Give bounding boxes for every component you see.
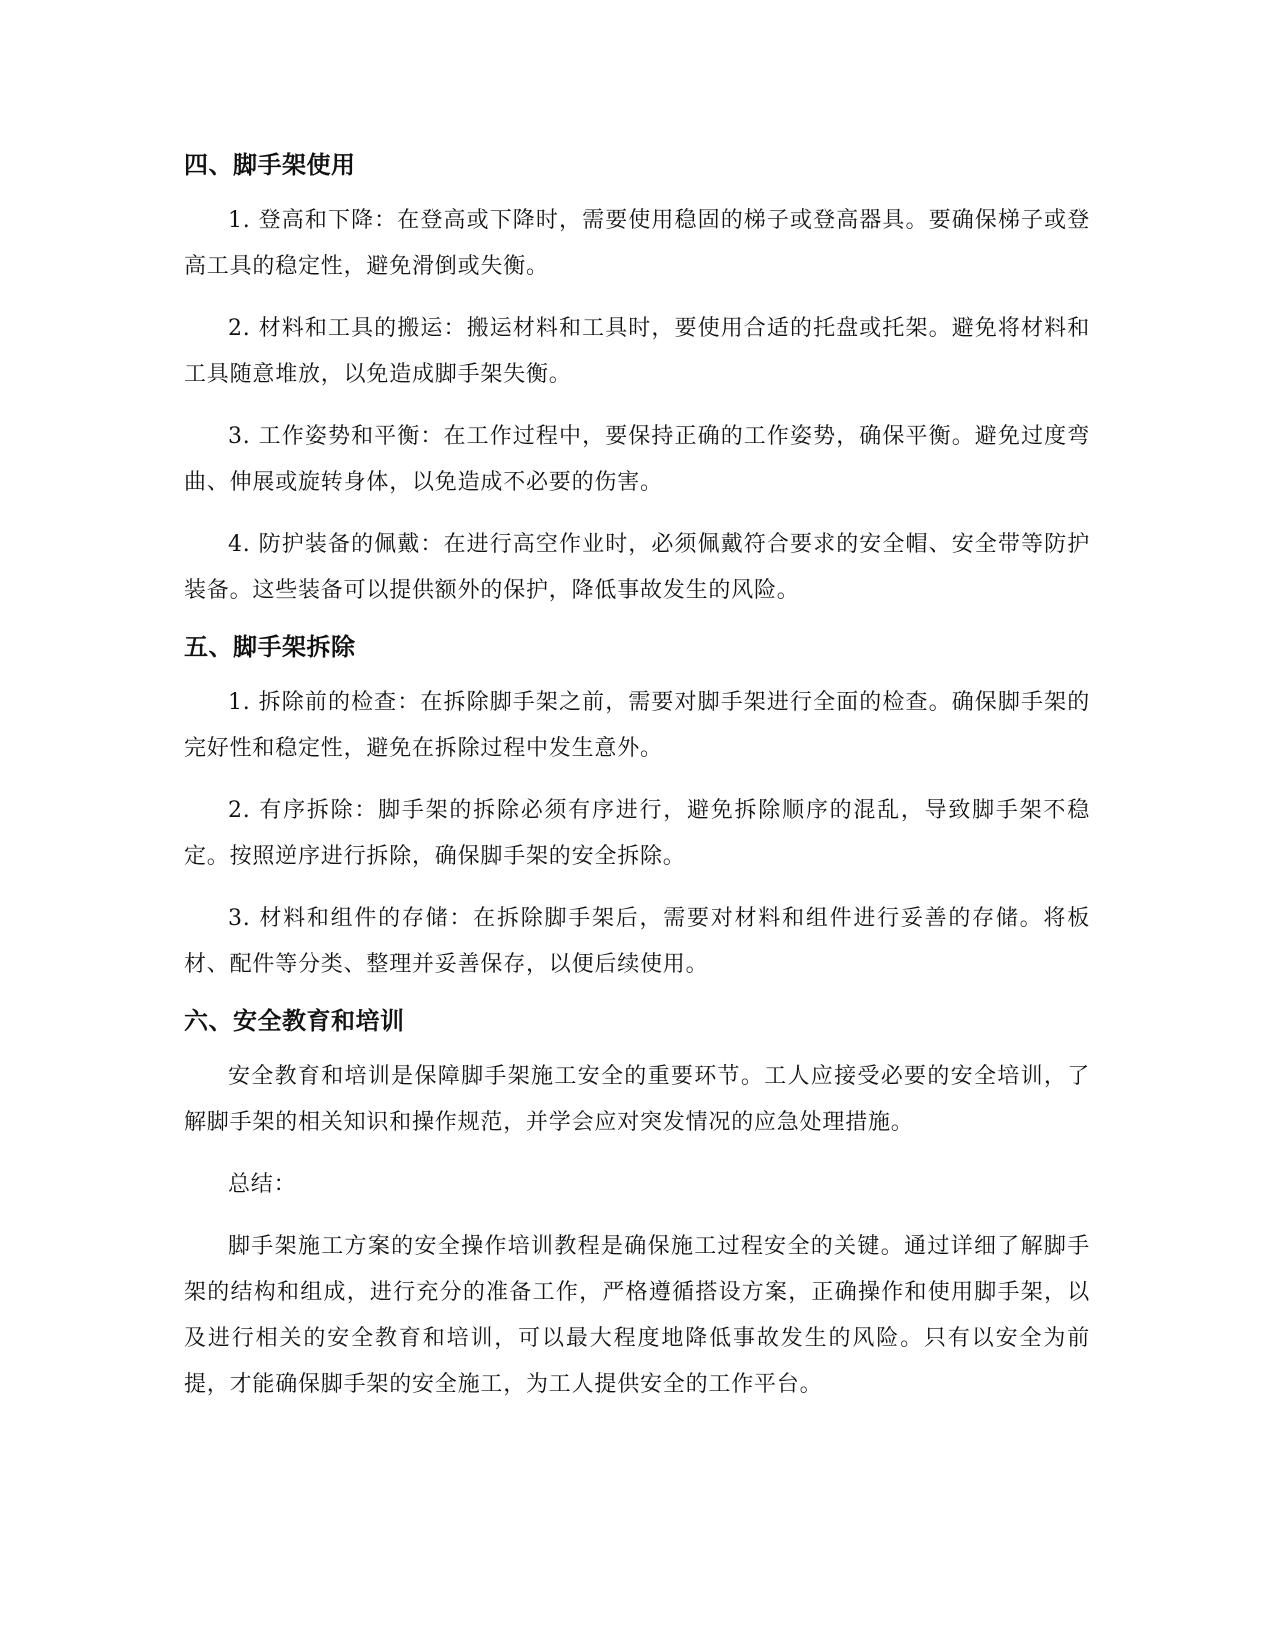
paragraph: 2. 材料和工具的搬运：搬运材料和工具时，要使用合适的托盘或托架。避免将材料和工具随意堆放，以免造成脚手架失衡。 bbox=[184, 316, 1090, 387]
paragraph: 1. 拆除前的检查：在拆除脚手架之前，需要对脚手架进行全面的检查。确保脚手架的完好性和稳定性，避免在拆除过程中发生意外。 bbox=[184, 690, 1090, 761]
paragraph: 1. 登高和下降：在登高或下降时，需要使用稳固的梯子或登高器具。要确保梯子或登高工具的稳定性，避免滑倒或失衡。 bbox=[184, 208, 1090, 279]
section-safety-training bbox=[184, 1004, 1090, 1408]
section-scaffold-removal bbox=[184, 630, 1090, 988]
paragraph: 3. 材料和组件的存储：在拆除脚手架后，需要对材料和组件进行妥善的存储。将板材、配件等分类、整理并妥善保存，以便后续使用。 bbox=[184, 906, 1090, 977]
section-heading: 四、脚手架使用 bbox=[184, 151, 356, 179]
paragraph: 2. 有序拆除：脚手架的拆除必须有序进行，避免拆除顺序的混乱，导致脚手架不稳定。按照逆序进行拆除，确保脚手架的安全拆除。 bbox=[184, 798, 1090, 869]
section-heading: 五、脚手架拆除 bbox=[184, 633, 356, 661]
paragraph: 3. 工作姿势和平衡：在工作过程中，要保持正确的工作姿势，确保平衡。避免过度弯曲、伸展或旋转身体，以免造成不必要的伤害。 bbox=[184, 424, 1090, 495]
document-page bbox=[184, 138, 1090, 1424]
summary-paragraph: 脚手架施工方案的安全操作培训教程是确保施工过程安全的关键。通过详细了解脚手架的结构和组成，进行充分的准备工作，严格遵循搭设方案，正确操作和使用脚手架，以及进行相关的安全教育和培训，可以最大程度地降低事故发生的风险。只有以安全为前提，才能确保脚手架的安全施工，为工人提供安全的工作平台。 bbox=[184, 1234, 1090, 1397]
paragraph: 安全教育和培训是保障脚手架施工安全的重要环节。工人应接受必要的安全培训，了解脚手架的相关知识和操作规范，并学会应对突发情况的应急处理措施。 bbox=[184, 1064, 1090, 1135]
section-scaffold-use bbox=[184, 148, 1090, 614]
summary-label: 总结： bbox=[228, 1172, 297, 1197]
section-heading: 六、安全教育和培训 bbox=[184, 1007, 405, 1035]
paragraph: 4. 防护装备的佩戴：在进行高空作业时，必须佩戴符合要求的安全帽、安全带等防护装备。这些装备可以提供额外的保护，降低事故发生的风险。 bbox=[184, 532, 1090, 603]
